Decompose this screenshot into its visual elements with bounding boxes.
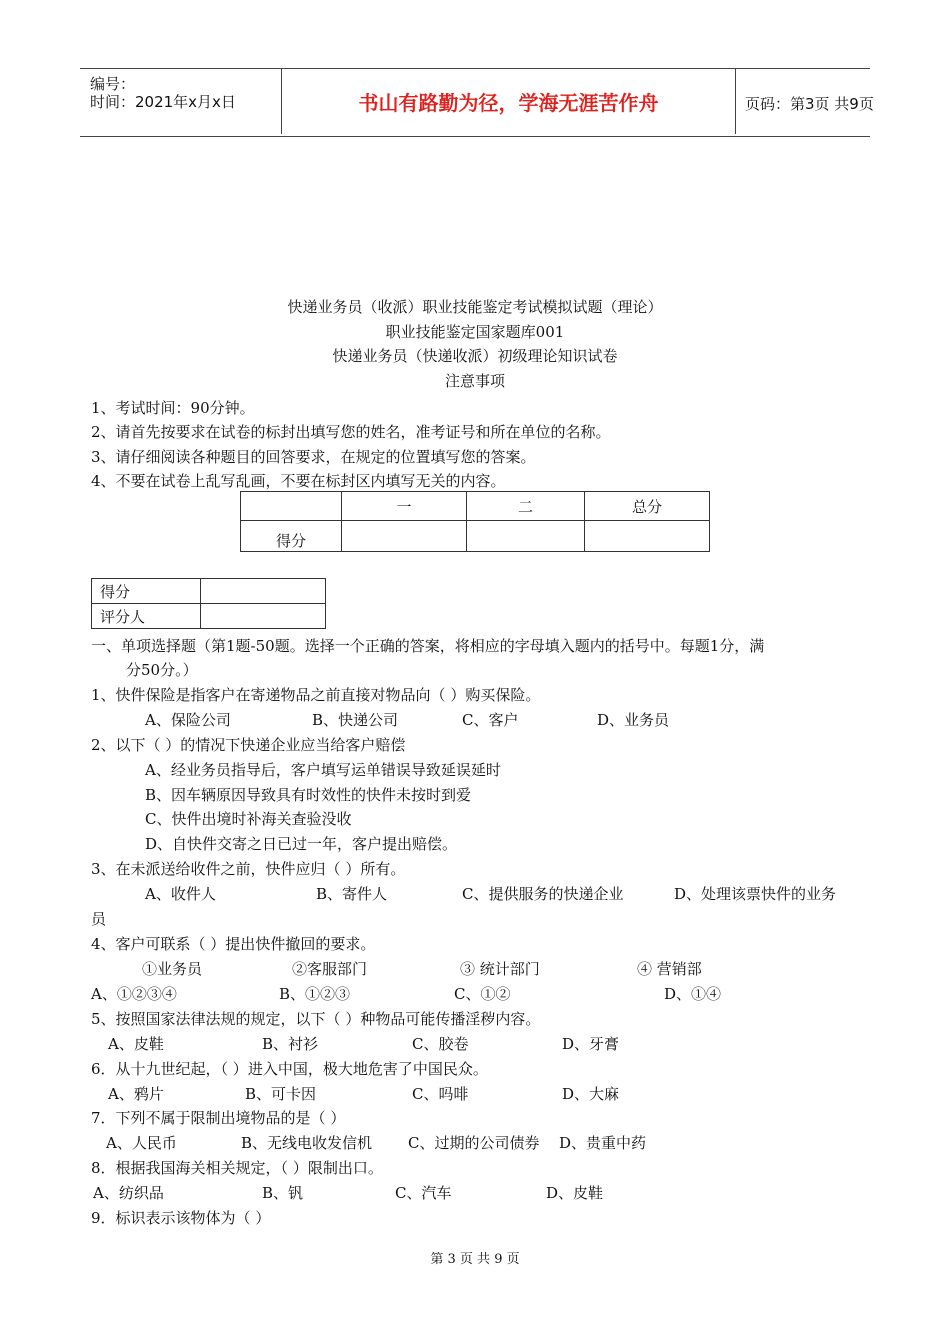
scorer-row-2 [92, 604, 326, 629]
q6-option-a: A、鸦片 [108, 1085, 164, 1103]
q3-option-c: C、提供服务的快递企业 [462, 885, 624, 903]
q8-option-a: A、纺织品 [93, 1184, 164, 1202]
q8-option-b: B、钒 [262, 1184, 304, 1202]
q4-item-3: ③ 统计部门 [460, 960, 540, 978]
question-1: 1、快件保险是指客户在寄递物品之前直接对物品向（ ）购买保险。 [91, 686, 541, 704]
document-header [80, 68, 874, 137]
motto: 书山有路勤为径，学海无涯苦作舟 [281, 69, 736, 134]
score-row-label: 得分 [241, 521, 342, 552]
page-label: 页码：第3页 共9页 [745, 95, 874, 113]
q2-option-c: C、快件出境时补海关查验没收 [145, 810, 352, 828]
question-5: 5、按照国家法律法规的规定，以下（ ）种物品可能传播淫秽内容。 [91, 1010, 541, 1028]
score-cell-2[interactable] [467, 521, 585, 552]
question-2: 2、以下（ ）的情况下快递企业应当给客户赔偿 [91, 736, 406, 754]
score-table-header-row [241, 492, 710, 521]
note-2: 2、请首先按要求在试卷的标封出填写您的姓名，准考证号和所在单位的名称。 [91, 423, 611, 441]
q4-item-2: ②客服部门 [292, 960, 368, 978]
note-1: 1、考试时间：90分钟。 [91, 399, 255, 417]
title-line-2: 职业技能鉴定国家题库001 [385, 323, 565, 341]
q6-option-b: B、可卡因 [245, 1085, 317, 1103]
q6-option-d: D、大麻 [562, 1085, 620, 1103]
q1-option-c: C、客户 [462, 711, 519, 729]
q4-item-4: ④ 营销部 [637, 960, 702, 978]
score-table [240, 491, 710, 552]
scorer-row-1 [92, 579, 326, 604]
time-label: 时间：2021年x月x日 [90, 93, 236, 111]
q4-option-c: C、①② [454, 985, 511, 1003]
number-label: 编号： [90, 75, 136, 93]
score-header-blank [241, 492, 342, 521]
page-footer: 第 3 页 共 9 页 [430, 1252, 520, 1267]
q8-option-c: C、汽车 [395, 1184, 452, 1202]
q5-option-d: D、牙膏 [562, 1035, 620, 1053]
scorer-name-cell[interactable] [201, 604, 326, 629]
q4-item-1: ①业务员 [142, 960, 203, 978]
q1-option-a: A、保险公司 [145, 711, 231, 729]
q6-option-c: C、吗啡 [412, 1085, 469, 1103]
q3-option-d-cont: 员 [91, 910, 107, 928]
q8-option-d: D、皮鞋 [546, 1184, 604, 1202]
question-3: 3、在未派送给收件之前，快件应归（ ）所有。 [91, 860, 406, 878]
scorer-score-label: 得分 [92, 579, 201, 604]
score-cell-total[interactable] [585, 521, 710, 552]
q4-option-d: D、①④ [664, 985, 722, 1003]
section-heading: 一、单项选择题（第1题-50题。选择一个正确的答案，将相应的字母填入题内的括号中。每题1分，满 [91, 637, 765, 655]
q3-option-a: A、收件人 [145, 885, 216, 903]
q4-option-a: A、①②③④ [91, 985, 177, 1003]
question-7: 7．下列不属于限制出境物品的是（ ） [91, 1109, 346, 1127]
q3-option-b: B、寄件人 [316, 885, 388, 903]
q7-option-d: D、贵重中药 [559, 1134, 647, 1152]
question-4: 4、客户可联系（ ）提出快件撤回的要求。 [91, 935, 376, 953]
q4-option-b: B、①②③ [279, 985, 351, 1003]
q2-option-d: D、自快件交寄之日已过一年，客户提出赔偿。 [145, 835, 458, 853]
score-cell-1[interactable] [342, 521, 467, 552]
section-heading-cont: 分50分。） [126, 661, 198, 679]
q1-option-b: B、快递公司 [312, 711, 399, 729]
q3-option-d: D、处理该票快件的业务 [674, 885, 837, 903]
score-table-row [241, 521, 710, 552]
title-notice: 注意事项 [444, 372, 505, 390]
q7-option-a: A、人民币 [106, 1134, 177, 1152]
scorer-name-label: 评分人 [92, 604, 201, 629]
note-3: 3、请仔细阅读各种题目的回答要求，在规定的位置填写您的答案。 [91, 448, 536, 466]
q2-option-a: A、经业务员指导后，客户填写运单错误导致延误延时 [145, 761, 501, 779]
scorer-table [91, 578, 326, 629]
q7-option-c: C、过期的公司债券 [408, 1134, 540, 1152]
question-6: 6．从十九世纪起，（ ）进入中国，极大地危害了中国民众。 [91, 1060, 488, 1078]
q5-option-c: C、胶卷 [412, 1035, 469, 1053]
note-4: 4、不要在试卷上乱写乱画，不要在标封区内填写无关的内容。 [91, 472, 506, 490]
score-header-2: 二 [467, 492, 585, 521]
q1-option-d: D、业务员 [597, 711, 670, 729]
score-header-1: 一 [342, 492, 467, 521]
title-line-1: 快递业务员（收派）职业技能鉴定考试模拟试题（理论） [287, 298, 663, 316]
q5-option-a: A、皮鞋 [108, 1035, 164, 1053]
q2-option-b: B、因车辆原因导致具有时效性的快件未按时到爱 [145, 786, 472, 804]
question-8: 8．根据我国海关相关规定，（ ）限制出口。 [91, 1159, 383, 1177]
title-line-3: 快递业务员（快递收派）初级理论知识试卷 [332, 347, 618, 365]
q7-option-b: B、无线电收发信机 [241, 1134, 373, 1152]
scorer-score-cell[interactable] [201, 579, 326, 604]
header-meta [80, 69, 281, 136]
question-9: 9．标识表示该物体为（ ） [91, 1209, 271, 1227]
q5-option-b: B、衬衫 [262, 1035, 319, 1053]
score-header-total: 总分 [585, 492, 710, 521]
